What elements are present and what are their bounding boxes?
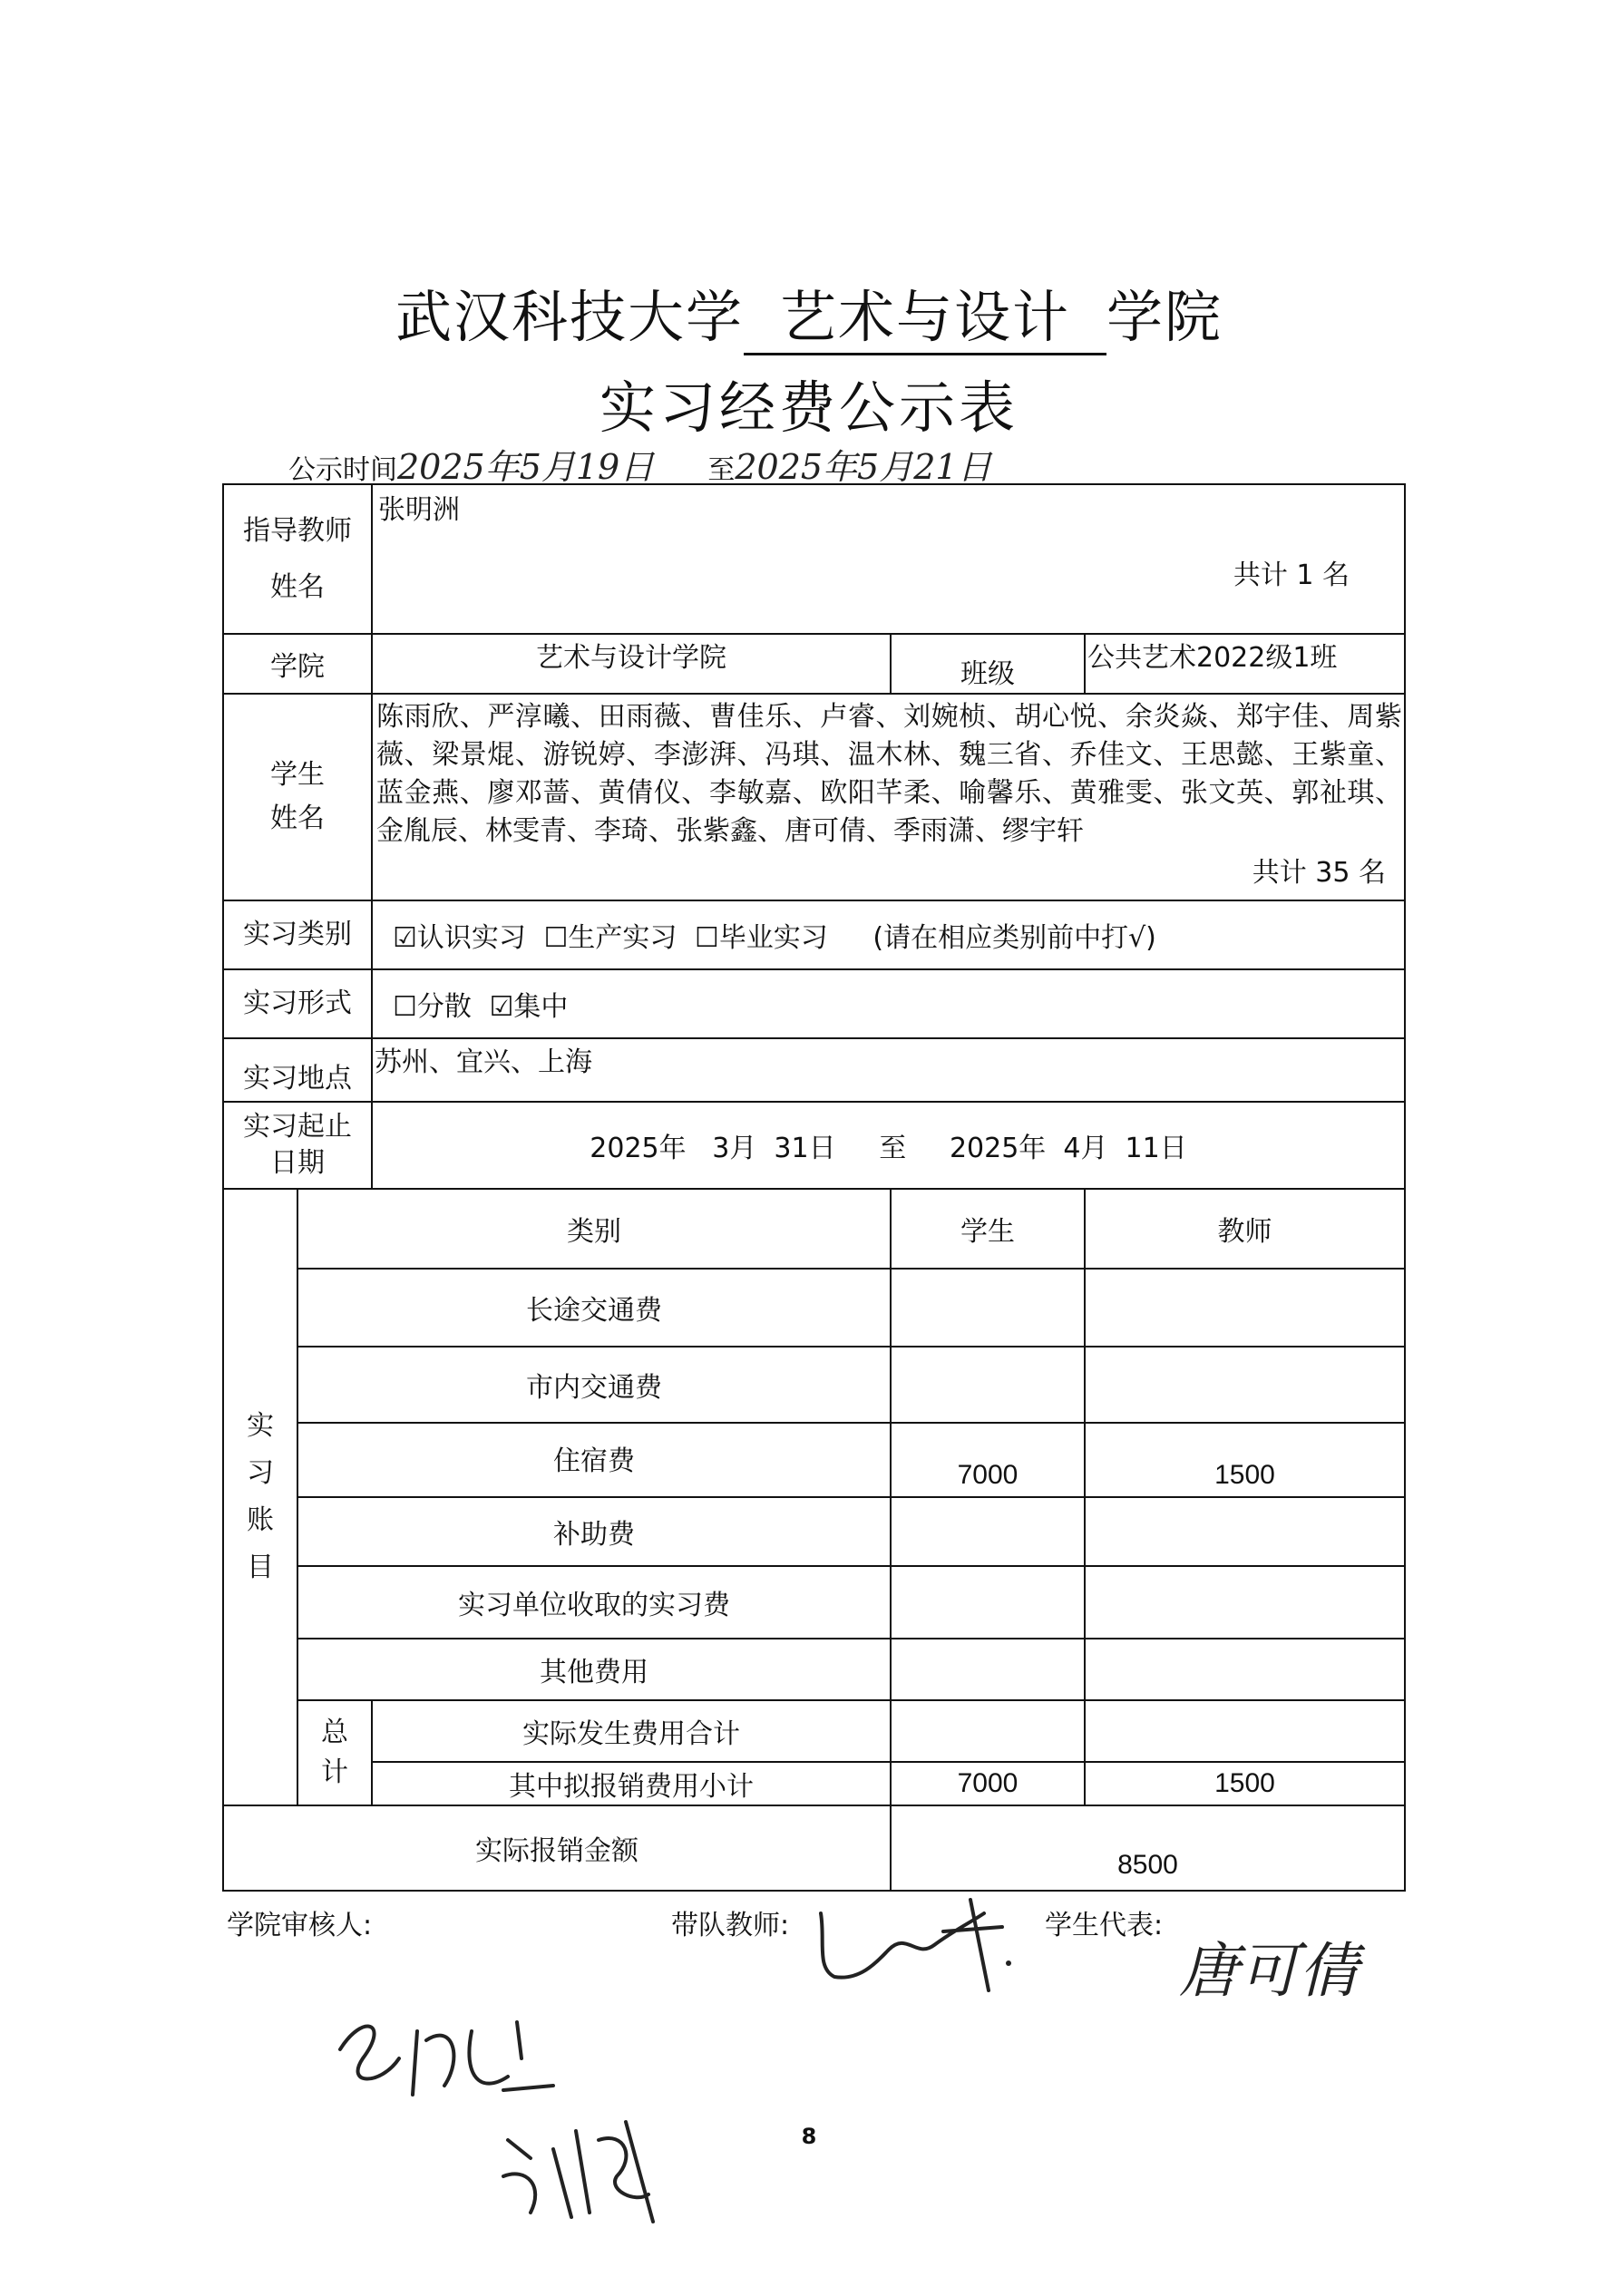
internship-form-label: 实习形式 (223, 969, 372, 1038)
students-label (223, 694, 372, 900)
empty-box-icon: ☐ (393, 991, 417, 1023)
total-label (297, 1700, 372, 1805)
reimb-amount-label: 实际报销金额 (223, 1805, 891, 1891)
col-category: 类别 (297, 1189, 891, 1269)
students-row (223, 694, 1405, 900)
option-label: 集中 (513, 991, 569, 1023)
second-signature-icon (490, 2104, 671, 2231)
college-fill: 艺术与设计 (744, 272, 1106, 355)
table-row (223, 1497, 1405, 1566)
students-label-line1: 学生 (270, 759, 325, 791)
actual-total-label: 实际发生费用合计 (372, 1700, 891, 1762)
teacher-name: 张明洲 (378, 494, 460, 526)
reimb-amount-value: 8500 (891, 1805, 1405, 1891)
students-names: 陈雨欣、严淳曦、田雨薇、曹佳乐、卢睿、刘婉桢、胡心悦、余炎焱、郑宇佳、周紫薇、梁景焜、游锐婷、李澎湃、冯琪、温木林、魏三省、乔佳文、王思懿、王紫童、蓝金燕、廖邓蔷、黄倩仪、李敏嘉、欧阳芊柔、喻馨乐、黄雅雯、张文英、郭祉琪、金胤辰、林雯青、李琦、张紫鑫、唐可倩、季雨潇、缪宇轩 (376, 701, 1402, 847)
row-teacher-amount (1085, 1639, 1405, 1700)
option-label: 分散 (416, 991, 472, 1023)
row-category: 住宿费 (297, 1423, 891, 1497)
actual-total-row (223, 1700, 1405, 1762)
total-char: 总 (321, 1717, 348, 1748)
table-row (223, 1269, 1405, 1347)
reimb-subtotal-teacher: 1500 (1085, 1762, 1405, 1805)
pub-to: 至 (707, 454, 736, 486)
students-cell (372, 694, 1405, 900)
teacher-label (223, 484, 372, 634)
pub-start: 2025年5月19日 (397, 447, 655, 487)
row-student-amount (891, 1347, 1085, 1423)
empty-box-icon: ☐ (694, 922, 719, 954)
teacher-label-line1: 指导教师 (243, 514, 352, 547)
pub-label: 公示时间 (288, 454, 397, 486)
leader-label: 带队教师: (671, 1910, 790, 1941)
internship-type-options (372, 900, 1405, 969)
col-student: 学生 (891, 1189, 1085, 1269)
rep-signature: 唐可倩 (1179, 1936, 1359, 2006)
option-label: 认识实习 (416, 922, 526, 954)
checkbox-scattered[interactable] (393, 991, 472, 1023)
row-category: 实习单位收取的实习费 (297, 1566, 891, 1639)
row-teacher-amount (1085, 1269, 1405, 1347)
option-label: 生产实习 (568, 922, 677, 954)
row-student-amount (891, 1566, 1085, 1639)
dates-label (223, 1102, 372, 1189)
reimb-subtotal-row (223, 1762, 1405, 1805)
teacher-total: 共计 1 名 (1233, 559, 1350, 591)
rep-label: 学生代表: (1045, 1910, 1164, 1941)
row-teacher-amount (1085, 1566, 1405, 1639)
accounts-header-row (223, 1189, 1405, 1269)
college-label: 学院 (223, 634, 372, 694)
option-label: 毕业实习 (718, 922, 828, 954)
table-row (223, 1423, 1405, 1497)
table-row (223, 1639, 1405, 1700)
reimb-subtotal-label: 其中拟报销费用小计 (372, 1762, 891, 1805)
table-row (223, 1566, 1405, 1639)
empty-box-icon: ☐ (543, 922, 569, 954)
col-teacher: 教师 (1085, 1189, 1405, 1269)
reviewer-label: 学院审核人: (227, 1910, 373, 1941)
location-row (223, 1038, 1405, 1102)
row-category: 长途交通费 (297, 1269, 891, 1347)
checked-box-icon: ☑ (393, 922, 417, 954)
type-note: (请在相应类别前中打√) (872, 922, 1156, 954)
page-number: 8 (801, 2124, 817, 2149)
row-student-amount (891, 1639, 1085, 1700)
checkbox-recognition[interactable] (393, 922, 526, 954)
row-student-amount (891, 1269, 1085, 1347)
students-label-line2: 姓名 (270, 803, 325, 834)
row-category: 市内交通费 (297, 1347, 891, 1423)
section-char: 习 (247, 1457, 274, 1489)
actual-total-student (891, 1700, 1085, 1762)
row-student-amount (891, 1497, 1085, 1566)
leader-signature-icon (807, 1895, 1016, 1995)
teacher-cell (372, 484, 1405, 634)
accounts-section-label (223, 1189, 297, 1805)
total-char: 计 (321, 1756, 348, 1788)
reimb-subtotal-student: 7000 (891, 1762, 1085, 1805)
students-total: 共计 35 名 (1252, 857, 1386, 889)
pub-end: 2025年5月21日 (735, 447, 992, 487)
dates-label-line1: 实习起止 (243, 1111, 352, 1143)
internship-form-options (372, 969, 1405, 1038)
class-value: 公共艺术2022级1班 (1085, 634, 1405, 694)
row-category: 其他费用 (297, 1639, 891, 1700)
dates-label-line2: 日期 (270, 1147, 325, 1179)
document-title (0, 272, 1618, 355)
checkbox-centralized[interactable] (489, 991, 568, 1023)
row-student-amount: 7000 (891, 1423, 1085, 1497)
dates-value: 2025年 3月 31日 至 2025年 4月 11日 (372, 1102, 1405, 1189)
reviewer-signature-icon (327, 1995, 571, 2113)
teacher-label-line2: 姓名 (270, 570, 325, 603)
section-char: 目 (247, 1552, 274, 1583)
internship-type-row (223, 900, 1405, 969)
row-teacher-amount (1085, 1497, 1405, 1566)
row-teacher-amount: 1500 (1085, 1423, 1405, 1497)
form-title: 实习经费公示表 (599, 375, 1019, 441)
checked-box-icon: ☑ (489, 991, 514, 1023)
college-value: 艺术与设计学院 (372, 634, 891, 694)
college-suffix: 学院 (1106, 284, 1223, 350)
location-label: 实习地点 (223, 1038, 372, 1102)
publication-time (288, 439, 992, 489)
teacher-row (223, 484, 1405, 634)
dates-row (223, 1102, 1405, 1189)
location-value: 苏州、宜兴、上海 (372, 1038, 1405, 1102)
class-label: 班级 (891, 634, 1085, 694)
section-char: 实 (247, 1410, 274, 1442)
section-char: 账 (247, 1504, 274, 1536)
row-category: 补助费 (297, 1497, 891, 1566)
expense-table (222, 483, 1406, 1892)
checkbox-production[interactable] (543, 922, 677, 954)
checkbox-graduation[interactable] (695, 922, 828, 954)
university-name: 武汉科技大学 (395, 284, 744, 350)
college-row (223, 634, 1405, 694)
row-teacher-amount (1085, 1347, 1405, 1423)
actual-total-teacher (1085, 1700, 1405, 1762)
internship-form-row (223, 969, 1405, 1038)
internship-type-label: 实习类别 (223, 900, 372, 969)
table-row (223, 1347, 1405, 1423)
reimb-amount-row (223, 1805, 1405, 1891)
